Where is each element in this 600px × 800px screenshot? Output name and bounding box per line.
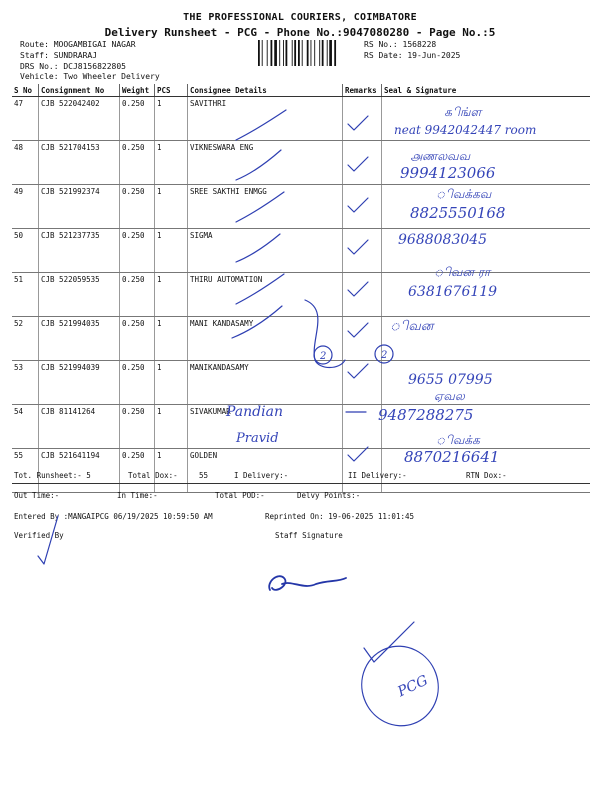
row53-phone: 9655 07995	[408, 372, 493, 388]
row-signature	[382, 97, 591, 141]
runsheet-table	[12, 84, 590, 493]
row-consignment-no: CJB 521704153	[39, 141, 120, 185]
total-dox-value: 55	[199, 471, 209, 480]
row-remarks	[343, 361, 382, 405]
staff-label: Staff: SUNDRARAJ	[20, 51, 98, 60]
row-sno: 49	[12, 185, 39, 229]
number-mark: 2	[381, 350, 388, 361]
row-remarks	[343, 317, 382, 361]
tamil-name-48: ௮ணலவவ	[410, 149, 471, 163]
row-signature	[382, 405, 591, 449]
row-signature	[382, 317, 591, 361]
row-consignment-no: CJB 521994039	[39, 361, 120, 405]
tamil-name-52: ிவன	[390, 319, 434, 334]
row49-phone: 8825550168	[410, 204, 506, 222]
row-consignee: VIKNESWARA ENG	[188, 141, 343, 185]
table-row	[12, 97, 590, 141]
row-consignee: SIVAKUMAR	[188, 405, 343, 449]
staff-signature-label: Staff Signature	[275, 531, 343, 540]
row48-phone: 9994123066	[400, 164, 496, 182]
row-sno: 53	[12, 361, 39, 405]
row51-phone: 6381676119	[408, 284, 498, 300]
col-remarks: Remarks	[343, 84, 382, 97]
row-remarks	[343, 229, 382, 273]
stamp-tick	[364, 622, 414, 662]
verified-by: Verified By	[14, 531, 64, 540]
tamil-name-55: ிவக்க	[436, 433, 480, 447]
row-consignment-no: CJB 521992374	[39, 185, 120, 229]
row-pcs: 1	[155, 273, 188, 317]
staff-signature-scribble	[269, 576, 346, 590]
total-pod: Total POD:-	[215, 491, 265, 500]
row-remarks	[343, 405, 382, 449]
row-consignee: MANI KANDASAMY	[188, 317, 343, 361]
rtn-dox: RTN Dox:-	[466, 471, 507, 480]
row47-phone: neat 9942042447 room	[394, 123, 537, 137]
row-signature	[382, 273, 591, 317]
row-remarks	[343, 273, 382, 317]
i-delivery: I Delivery:-	[234, 471, 289, 480]
row-sno: 55	[12, 449, 39, 493]
col-weight: Weight	[120, 84, 155, 97]
drs-number: DRS No.: DCJ8156822805	[20, 62, 126, 71]
col-consignment: Consignment No	[39, 84, 120, 97]
row-consignee: SAVITHRI	[188, 97, 343, 141]
barcode	[258, 40, 358, 66]
total-dox-label: Total Dox:-	[128, 471, 178, 480]
table-row	[12, 185, 590, 229]
row-signature	[382, 141, 591, 185]
table-row	[12, 273, 590, 317]
row-sno: 48	[12, 141, 39, 185]
verified-tick	[38, 516, 58, 564]
row-pcs: 1	[155, 361, 188, 405]
pcg-stamp	[351, 635, 450, 736]
row-weight: 0.250	[120, 229, 155, 273]
tamil-name-49: ிவக்கவ	[436, 187, 492, 201]
vehicle-label: Vehicle: Two Wheeler Delivery	[20, 72, 160, 81]
out-time: Out Time:-	[14, 491, 60, 500]
tot-runsheet: Tot. Runsheet:- 5	[14, 471, 91, 480]
row-pcs: 1	[155, 405, 188, 449]
row-consignment-no: CJB 522042402	[39, 97, 120, 141]
pravid-note: Pravid	[236, 431, 279, 446]
table-row	[12, 141, 590, 185]
table-row	[12, 405, 590, 449]
row-pcs: 1	[155, 185, 188, 229]
row55-phone: 8870216641	[404, 448, 500, 466]
entered-by: Entered By :MANGAIPCG 06/19/2025 10:59:50 AM	[14, 512, 213, 521]
table-row	[12, 317, 590, 361]
tamil-name-54: ஏவல	[434, 389, 465, 403]
in-time: In Time:-	[117, 491, 158, 500]
row-weight: 0.250	[120, 449, 155, 493]
row-weight: 0.250	[120, 141, 155, 185]
row-consignment-no: CJB 522059535	[39, 273, 120, 317]
row-weight: 0.250	[120, 317, 155, 361]
col-consignee: Consignee Details	[188, 84, 343, 97]
row-consignee: SIGMA	[188, 229, 343, 273]
row-signature	[382, 185, 591, 229]
row-remarks	[343, 97, 382, 141]
row-pcs: 1	[155, 97, 188, 141]
row-remarks	[343, 185, 382, 229]
row-pcs: 1	[155, 317, 188, 361]
row-pcs: 1	[155, 141, 188, 185]
row-consignment-no: CJB 81141264	[39, 405, 120, 449]
row-pcs: 1	[155, 229, 188, 273]
reprinted-on: Reprinted On: 19-06-2025 11:01:45	[265, 512, 415, 521]
ii-delivery: II Delivery:-	[348, 471, 407, 480]
table-row	[12, 229, 590, 273]
row-consignment-no: CJB 521237735	[39, 229, 120, 273]
row-sno: 54	[12, 405, 39, 449]
row-sno: 52	[12, 317, 39, 361]
runsheet-title: Delivery Runsheet - PCG - Phone No.:9047080280 - Page No.:5	[104, 26, 496, 39]
row-weight: 0.250	[120, 273, 155, 317]
col-pcs: PCS	[155, 84, 188, 97]
row54-phone: 9487288275	[378, 406, 474, 424]
pcg-stamp-text: PCG	[395, 672, 431, 701]
row-consignee: GOLDEN	[188, 449, 343, 493]
number-mark: 2	[320, 351, 327, 362]
table-header-row	[12, 84, 590, 97]
row-consignment-no: CJB 521994035	[39, 317, 120, 361]
rs-number: RS No.: 1568228	[364, 40, 437, 49]
tamil-name-51: ிவன ரா	[434, 265, 491, 279]
row-weight: 0.250	[120, 97, 155, 141]
footer-divider	[12, 483, 590, 484]
row-pcs: 1	[155, 449, 188, 493]
table-row	[12, 361, 590, 405]
row-consignee: MANIKANDASAMY	[188, 361, 343, 405]
route-label: Route: MOOGAMBIGAI NAGAR	[20, 40, 136, 49]
row-consignee: THIRU AUTOMATION	[188, 273, 343, 317]
delvy-points: Delvy Points:-	[297, 491, 361, 500]
col-sno: S No	[12, 84, 39, 97]
row-remarks	[343, 141, 382, 185]
row-weight: 0.250	[120, 185, 155, 229]
row-sno: 51	[12, 273, 39, 317]
tamil-name-47: ௧ிங்ள	[444, 105, 482, 119]
rs-date: RS Date: 19-Jun-2025	[364, 51, 461, 60]
row-signature	[382, 229, 591, 273]
row-sno: 50	[12, 229, 39, 273]
row-weight: 0.250	[120, 361, 155, 405]
row-sno: 47	[12, 97, 39, 141]
row50-phone: 9688083045	[398, 232, 488, 248]
row-consignee: SREE SAKTHI ENMGG	[188, 185, 343, 229]
col-signature: Seal & Signature	[382, 84, 591, 97]
pandian-note: Pandian	[226, 404, 283, 420]
row-weight: 0.250	[120, 405, 155, 449]
row-signature	[382, 361, 591, 405]
company-title: THE PROFESSIONAL COURIERS, COIMBATORE	[183, 12, 417, 23]
row-consignment-no: CJB 521641194	[39, 449, 120, 493]
